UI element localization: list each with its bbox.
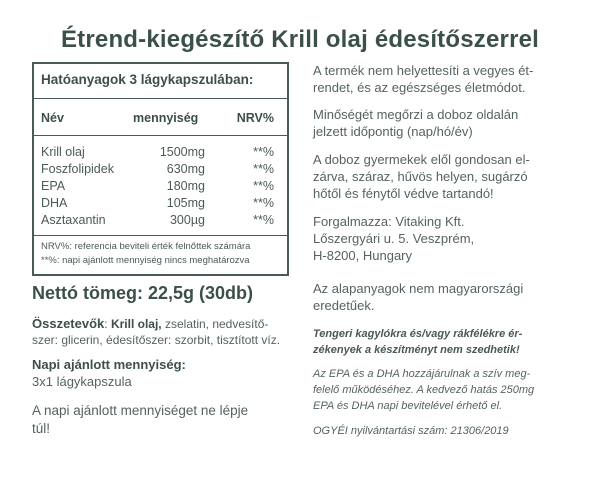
text-line: A termék nem helyettesíti a vegyes ét- xyxy=(313,63,534,78)
row-name: Asztaxantin xyxy=(41,213,106,227)
footnote-asterisk: **%: napi ajánlott mennyiség nincs meghatározva xyxy=(41,255,250,266)
ingredients-colon: : xyxy=(104,317,108,331)
text-line: eredetűek. xyxy=(313,298,375,313)
distributor xyxy=(313,213,575,264)
nutrition-table xyxy=(32,62,289,276)
daily-dose-value: 3x1 lágykapszula xyxy=(32,374,132,389)
header-nrv: NRV% xyxy=(236,111,274,125)
text-line: jelzett időpontig (nap/hó/év) xyxy=(313,124,473,139)
text-line: A doboz gyermekek elől gondosan el- xyxy=(313,152,530,167)
registration-number xyxy=(313,423,575,439)
text-line: felelő működéséhez. A kedvező hatás 250mg xyxy=(313,384,535,396)
notice-diet xyxy=(313,62,575,96)
text-line: Lőszergyári u. 5. Veszprém, xyxy=(313,231,475,246)
header-name: Név xyxy=(41,111,64,125)
header-amount: mennyiség xyxy=(133,111,199,125)
dose-warning xyxy=(32,402,294,438)
text-line: OGYÉI nyilvántartási szám: 21306/2019 xyxy=(313,425,509,437)
ingredients-label: Összetevők xyxy=(32,316,105,331)
row-name: Foszfolipidek xyxy=(41,162,114,176)
row-amount: 630mg xyxy=(166,162,205,176)
row-amount: 180mg xyxy=(166,179,205,193)
text-line: Minőségét megőrzi a doboz oldalán xyxy=(313,107,519,122)
text-line: Forgalmazza: Vitaking Kft. xyxy=(313,214,465,229)
text-line: Az alapanyagok nem magyarországi xyxy=(313,281,524,296)
table-row xyxy=(34,162,287,179)
divider xyxy=(34,135,287,136)
allergy-warning xyxy=(313,326,575,358)
row-nrv: **% xyxy=(253,179,274,193)
ingredients-line2: szer: glicerin, édesítőszer: szorbit, tisztított víz. xyxy=(32,333,281,347)
notice-best-before xyxy=(313,106,575,140)
table-row xyxy=(34,145,287,162)
text-line: rendet, és az egészséges életmódot. xyxy=(313,80,526,95)
row-amount: 1500mg xyxy=(159,145,205,159)
text-line: H-8200, Hungary xyxy=(313,248,412,263)
product-title: Étrend-kiegészítő Krill olaj édesítőszerrel xyxy=(60,26,540,53)
row-amount: 105mg xyxy=(166,196,205,210)
table-row xyxy=(34,196,287,213)
divider xyxy=(34,98,287,99)
row-name: Krill olaj xyxy=(41,145,85,159)
ingredients-bold-item: Krill olaj, xyxy=(110,317,162,331)
notice-storage xyxy=(313,151,575,202)
row-amount: 300µg xyxy=(169,213,205,227)
text-line: hőtől és fénytől védve tartandó! xyxy=(313,186,494,201)
origin-notice xyxy=(313,280,575,314)
text-line: zárva, száraz, hűvös helyen, sugárzó xyxy=(313,169,528,184)
footnote-nrv: NRV%: referencia beviteli érték felnőttek számára xyxy=(41,241,251,252)
text-line: Tengeri kagylókra és/vagy rákfélékre ér- xyxy=(313,328,523,340)
row-name: EPA xyxy=(41,179,66,193)
daily-dose xyxy=(32,356,294,390)
text-line: EPA és DHA napi bevitelével érhető el. xyxy=(313,400,503,412)
dose-warning-line: A napi ajánlott mennyiséget ne lépje xyxy=(32,403,249,418)
text-line: Az EPA és a DHA hozzájárulnak a szív meg- xyxy=(313,368,531,380)
text-line: zékenyek a készítményt nem szedhetik! xyxy=(313,344,520,356)
health-claim xyxy=(313,366,575,414)
ingredients-line1: zselatin, nedvesítő- xyxy=(161,317,269,331)
nutrition-table-title: Hatóanyagok 3 lágykapszulában: xyxy=(41,72,254,87)
divider xyxy=(34,235,287,236)
daily-dose-title: Napi ajánlott mennyiség: xyxy=(32,357,186,372)
ingredients xyxy=(32,316,294,348)
row-nrv: **% xyxy=(253,145,274,159)
row-nrv: **% xyxy=(253,213,274,227)
table-row xyxy=(34,213,287,230)
row-nrv: **% xyxy=(253,162,274,176)
net-weight: Nettó tömeg: 22,5g (30db) xyxy=(32,283,254,303)
table-row xyxy=(34,179,287,196)
row-nrv: **% xyxy=(253,196,274,210)
dose-warning-line: túl! xyxy=(32,421,51,436)
row-name: DHA xyxy=(41,196,68,210)
